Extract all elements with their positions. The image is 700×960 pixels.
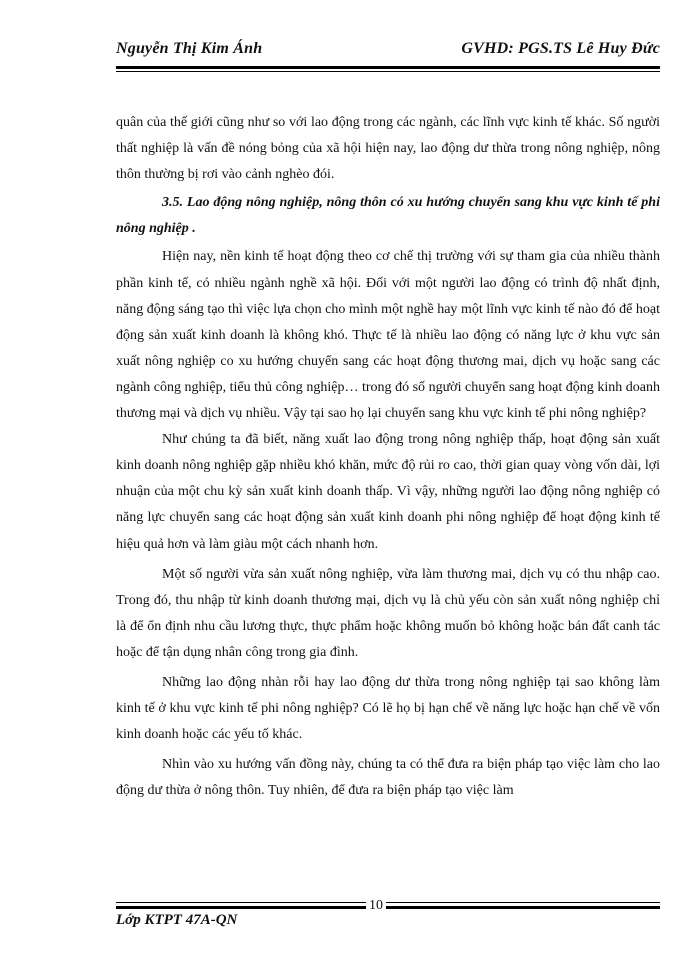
footer-rule-thin	[116, 902, 660, 903]
page-number: 10	[366, 898, 386, 914]
paragraph-trend: Nhìn vào xu hướng vấn đồng này, chúng ta có thể đưa ra biện pháp tạo việc làm cho lao động dư thừa ở nông thôn. Tuy nhiên, để đưa ra biện pháp tạo việc làm	[116, 757, 660, 799]
paragraph-intro: quân của thế giới cũng như so với lao động trong các ngành, các lĩnh vực kinh tế khác. Số người thất nghiệp là vấn đề nóng bỏng của xã hội hiện nay, lao động dư thừa trong nông nghiệp, nông thôn thường bị rơi vào cảnh nghèo đói.	[116, 115, 660, 183]
header-author: Nguyễn Thị Kim Ánh	[116, 40, 263, 57]
footer-class-label: Lớp KTPT 47A-QN	[116, 912, 238, 928]
header-rule	[116, 66, 660, 69]
paragraph-mixed-income: Một số người vừa sản xuất nông nghiệp, vừa làm thương mai, dịch vụ có thu nhập cao. Trong đó, thu nhập từ kinh doanh thương mại, dịch vụ là chủ yếu còn sản xuất nông nghiệp chỉ là để ổn định nhu cầu lương thực, thực phẩm hoặc không muốn bỏ không hoặc bán đất canh tác hoặc để tận dụng nhân công trong gia đình.	[116, 566, 660, 660]
paragraph-idle-labor: Những lao động nhàn rỗi hay lao động dư thừa trong nông nghiệp tại sao không làm kinh tế ở khu vực kinh tế phi nông nghiệp? Có lẽ họ bị hạn chế về năng lực hoặc hạn chế về vốn kinh doanh hoặc các yếu tố khác.	[116, 674, 660, 743]
paragraph-current-situation: Hiện nay, nền kinh tế hoạt động theo cơ chế thị trường với sự tham gia của nhiều thành phần kinh tế, có nhiều ngành nghề xã hội. Đối với một người lao động có trình độ nhất định, năng động sáng tạo thì việc lựa chọn cho mình một nghề hay một lĩnh vực kinh tế nào đó để hoạt động sản xuất kinh doanh là không khó. Thực tế là nhiều lao động có năng lực ở khu vực sản xuất nông nghiệp co xu hướng chuyển sang các hoạt động thương mai, dịch vụ hoặc sang các ngành công nghiệp, tiểu thủ công nghiệp… trong đó số người chuyển sang hoạt động kinh doanh thương mại và dịch vụ nhiều. Vậy tại sao họ lại chuyển sang khu vực kinh tế phi nông nghiệp?	[116, 249, 660, 422]
section-heading: 3.5. Lao động nông nghiệp, nông thôn có xu hướng chuyển sang khu vực kinh tế phi nông nghiệp .	[116, 195, 660, 237]
page-body	[116, 110, 660, 804]
header-advisor: GVHD: PGS.TS Lê Huy Đức	[461, 40, 660, 57]
page-header	[116, 40, 660, 64]
paragraph-low-productivity: Như chúng ta đã biết, năng xuất lao động trong nông nghiệp thấp, hoạt động sản xuất kinh doanh nông nghiệp gặp nhiều khó khăn, mức độ rủi ro cao, thời gian quay vòng vốn dài, lợi nhuận của một chu kỳ sản xuất kinh doanh thấp. Vì vậy, những người lao động nông nghiệp có năng lực chuyển sang các hoạt động sản xuất kinh doanh phi nông nghiệp để hoạt động kinh tế hiệu quả hơn và làm giàu một cách nhanh hơn.	[116, 432, 660, 552]
footer-rule	[116, 906, 660, 909]
header-rule-thin	[116, 71, 660, 72]
